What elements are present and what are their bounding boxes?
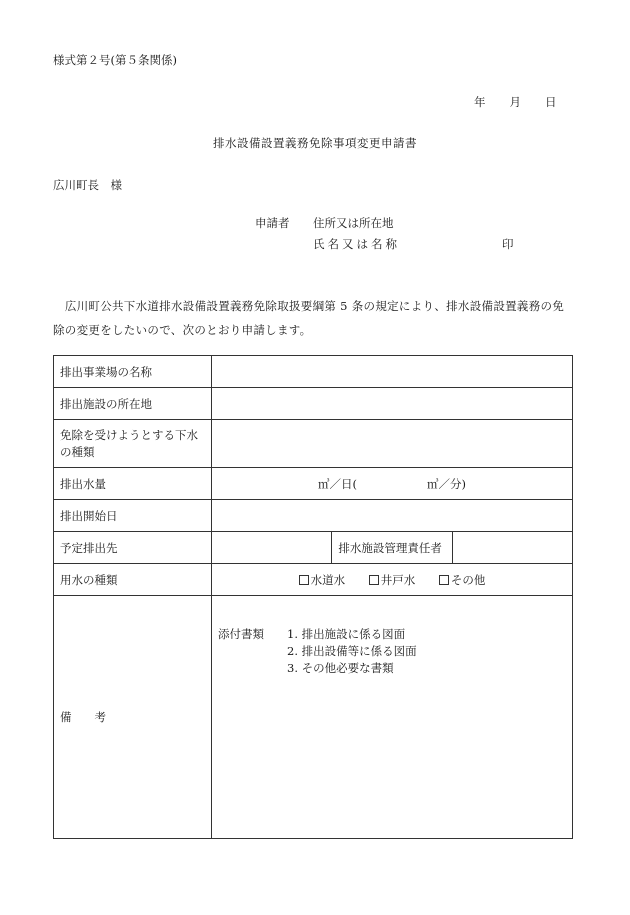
attachment-item: 1. 排出施設に係る図面 <box>287 627 406 641</box>
attachment-item: 3. その他必要な書類 <box>287 661 394 675</box>
table-row <box>54 468 573 500</box>
sewage-type-label: 免除を受けようとする下水の種類 <box>54 420 212 468</box>
attachments-list <box>287 626 417 677</box>
water-option-tap[interactable] <box>299 572 346 588</box>
table-row <box>54 596 573 839</box>
attachments-label: 添付書類 <box>218 627 264 641</box>
date-month: 月 <box>509 95 521 109</box>
water-type-label: 用水の種類 <box>54 564 212 596</box>
remarks-field[interactable] <box>212 596 573 839</box>
destination-label: 予定排出先 <box>54 532 212 564</box>
applicant-label: 申請者 <box>255 216 290 230</box>
discharge-volume-label: 排出水量 <box>54 468 212 500</box>
table-row <box>54 388 573 420</box>
table-row <box>54 532 573 564</box>
table-row <box>54 564 573 596</box>
checkbox-icon[interactable] <box>299 575 309 585</box>
date-day: 日 <box>545 95 557 109</box>
body-text <box>53 294 573 342</box>
discharge-volume-field[interactable] <box>212 468 573 500</box>
seal-mark: 印 <box>502 237 514 251</box>
date-year: 年 <box>474 95 486 109</box>
table-row <box>54 356 573 388</box>
water-option-label: 水道水 <box>310 572 346 587</box>
checkbox-icon[interactable] <box>369 575 379 585</box>
application-table <box>53 355 573 839</box>
volume-per-minute-unit: ㎥／分) <box>427 476 466 491</box>
start-date-field[interactable] <box>212 500 573 532</box>
applicant-address-label: 住所又は所在地 <box>313 216 394 230</box>
form-number: 様式第２号(第５条関係) <box>53 53 177 67</box>
water-option-label: その他 <box>450 572 486 587</box>
remarks-label: 備 考 <box>54 596 212 839</box>
addressee: 広川町長 様 <box>53 178 122 192</box>
facility-name-field[interactable] <box>212 356 573 388</box>
facility-name-label: 排出事業場の名称 <box>54 356 212 388</box>
table-row <box>54 500 573 532</box>
table-row <box>54 420 573 468</box>
water-option-well[interactable] <box>369 572 416 588</box>
water-option-label: 井戸水 <box>380 572 416 587</box>
checkbox-icon[interactable] <box>439 575 449 585</box>
water-type-options <box>212 564 573 596</box>
sewage-type-field[interactable] <box>212 420 573 468</box>
facility-location-field[interactable] <box>212 388 573 420</box>
water-option-other[interactable] <box>439 572 486 588</box>
applicant-name-label: 氏名又は名称 <box>313 237 400 251</box>
start-date-label: 排出開始日 <box>54 500 212 532</box>
manager-label: 排水施設管理責任者 <box>332 532 452 564</box>
date-line <box>474 94 557 110</box>
body-text-content: 広川町公共下水道排水設備設置義務免除取扱要綱第 5 条の規定により、排水設備設置義務の免除の変更をしたいので、次のとおり申請します。 <box>53 299 565 337</box>
attachment-item: 2. 排出設備等に係る図面 <box>287 644 417 658</box>
document-title: 排水設備設置義務免除事項変更申請書 <box>213 136 417 150</box>
facility-location-label: 排出施設の所在地 <box>54 388 212 420</box>
destination-field[interactable] <box>212 532 332 564</box>
manager-field[interactable] <box>452 532 572 564</box>
volume-per-day-unit: ㎥／日( <box>318 476 357 491</box>
